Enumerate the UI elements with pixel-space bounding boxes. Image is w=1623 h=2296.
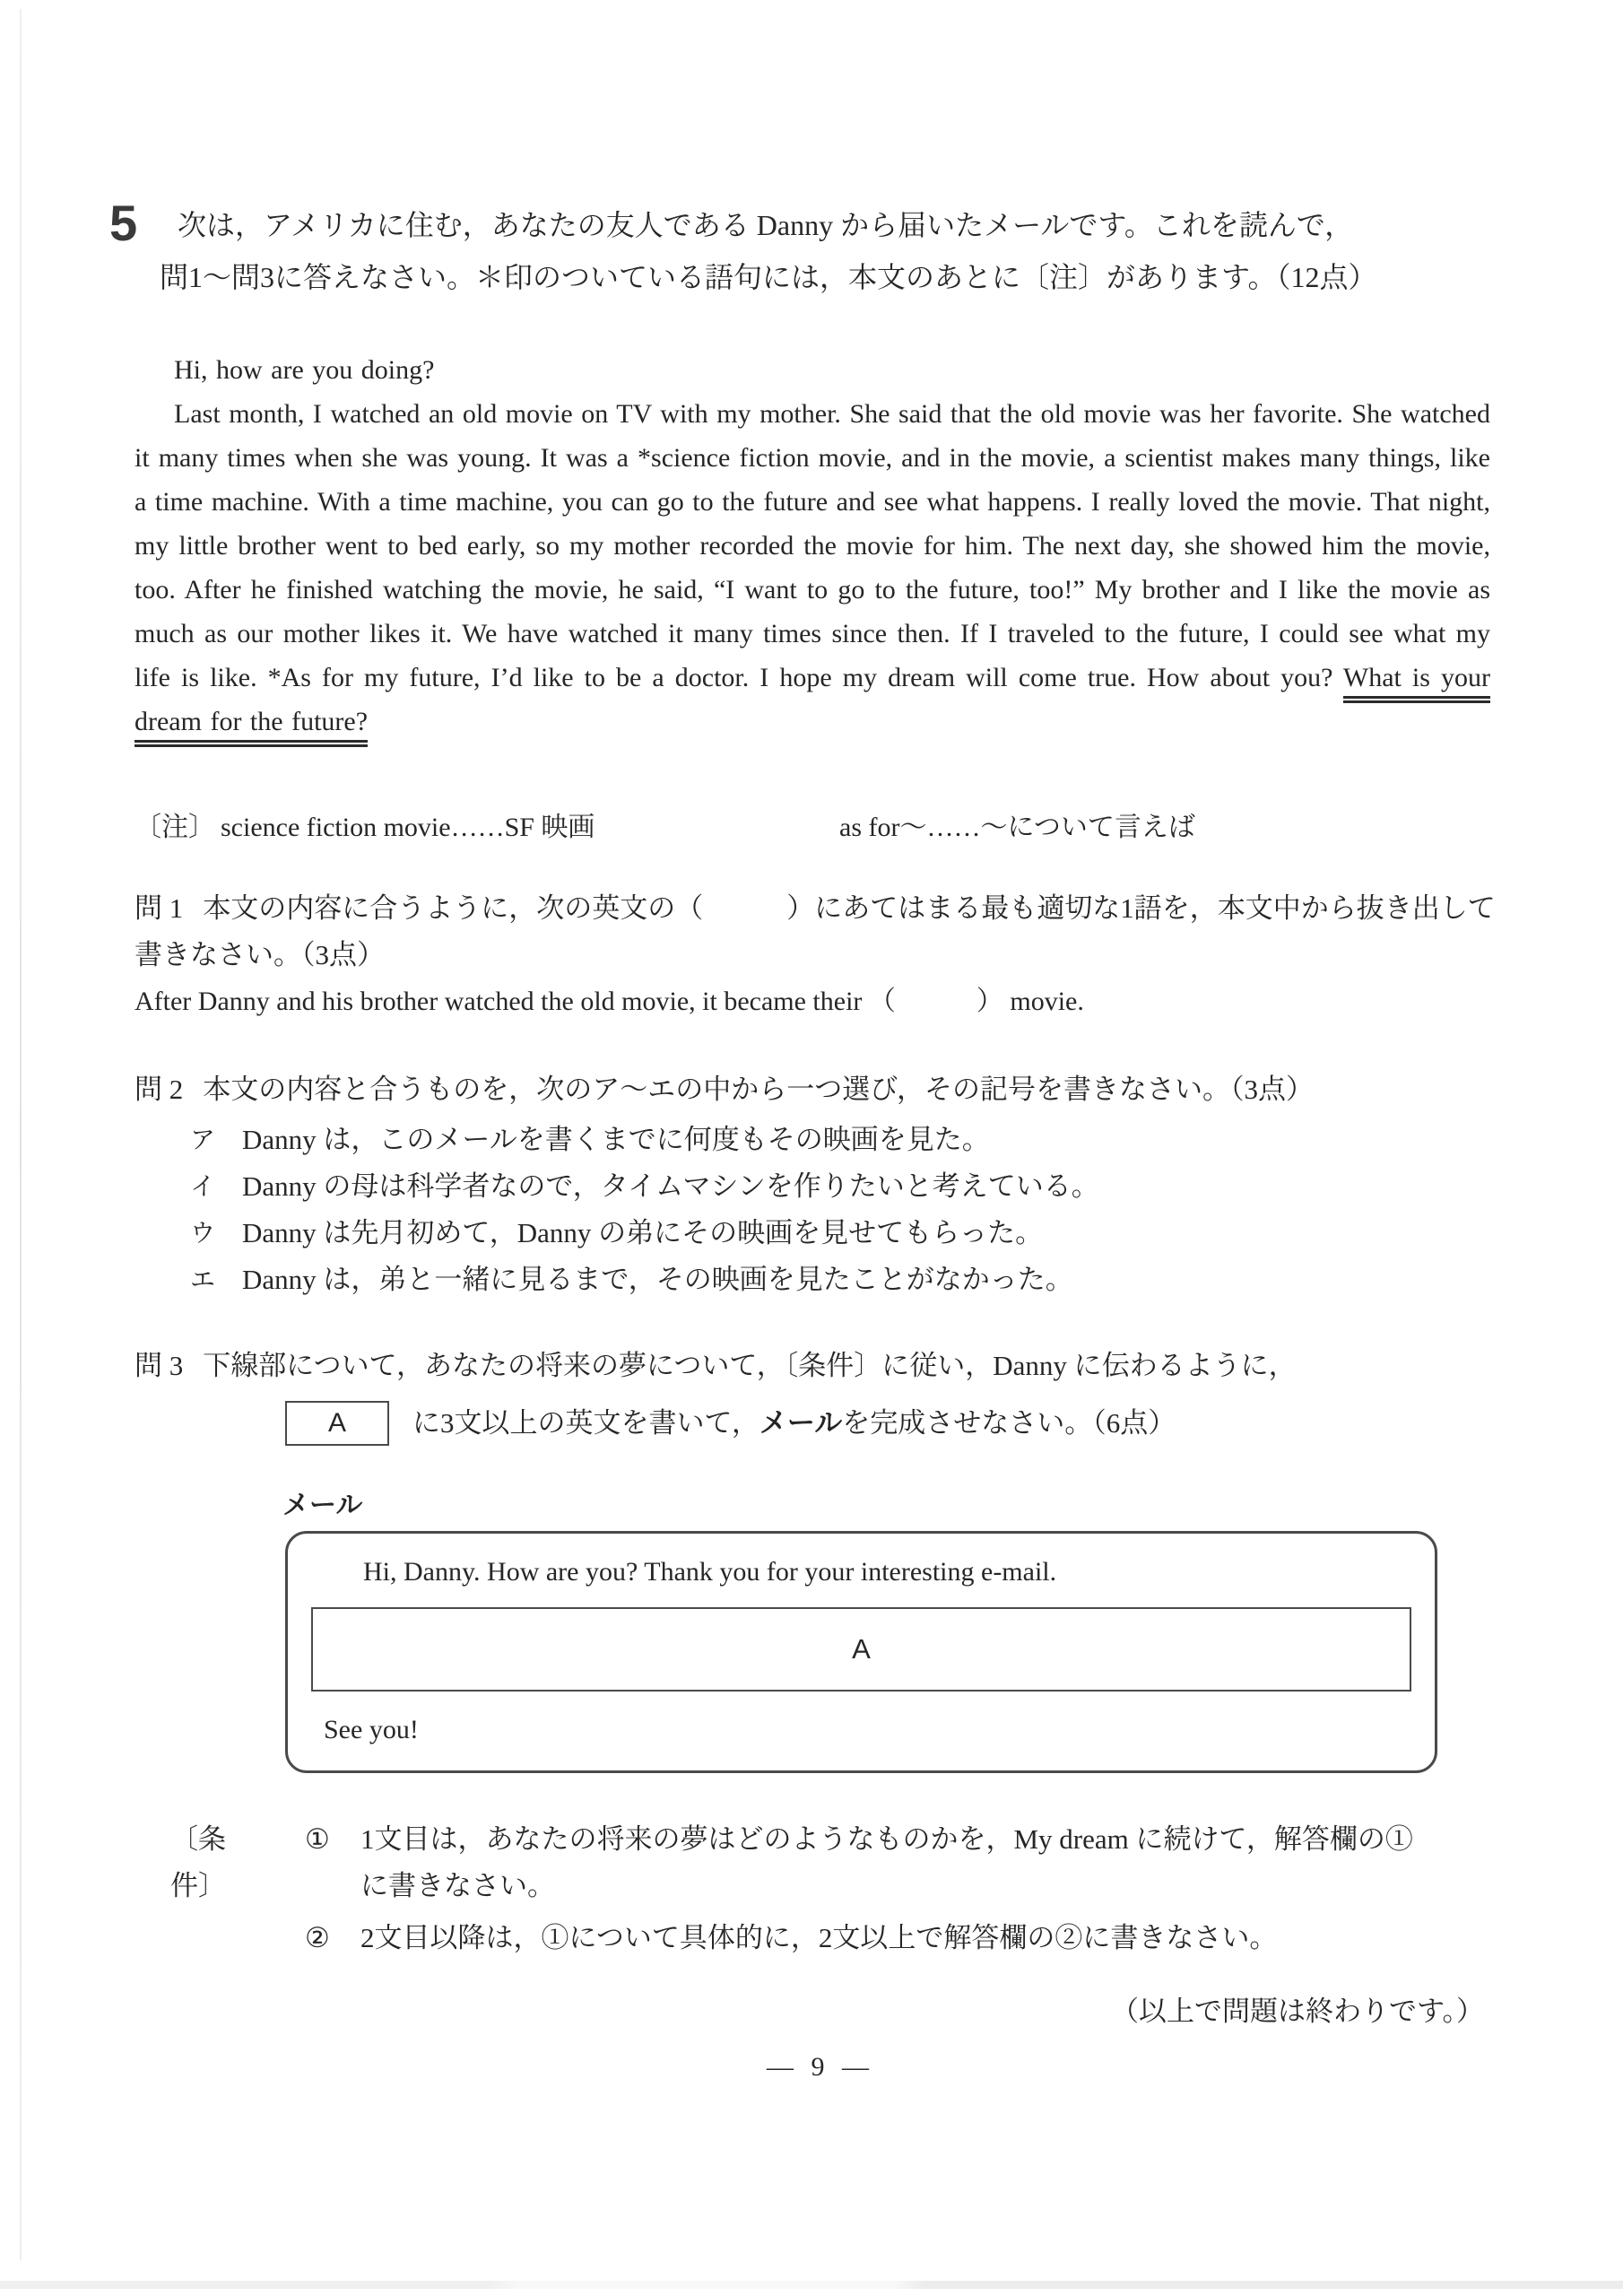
answer-area-label: A [852, 1633, 871, 1665]
question-2 [135, 1066, 1506, 1301]
question-2-options [135, 1118, 1506, 1301]
option-row-i [190, 1165, 1506, 1208]
question-1-label: 問 1 [135, 892, 184, 924]
question-2-text-line [135, 1066, 1506, 1113]
section-number: 5 [109, 195, 138, 251]
question-3-text-line [135, 1343, 1506, 1389]
note-item-as-for: as for～……～について言えば [839, 813, 1195, 842]
notes-label: 〔注〕 [135, 813, 215, 842]
option-text-u: Danny は先月初めて，Danny の弟にその映画を見せてもらった。 [242, 1217, 1044, 1248]
section-header [109, 195, 1506, 303]
question-3-line2-before: に3文以上の英文を書いて， [412, 1407, 759, 1439]
mail-template-box [285, 1531, 1437, 1773]
notes-row [135, 804, 1506, 844]
option-row-a [190, 1118, 1506, 1161]
scan-artifact-left-line [20, 9, 22, 2260]
question-3-line2-mail-bold: メール [759, 1407, 843, 1439]
intro-line-2: 問1～問3に答えなさい。＊印のついている語句には，本文のあとに〔注〕があります。（12点） [160, 261, 1377, 293]
question-1-text-line [135, 885, 1506, 978]
mail-closing: See you! [324, 1715, 419, 1744]
conditions-block [135, 1816, 1506, 1961]
option-row-u [190, 1212, 1506, 1255]
passage-underlined-sentence: What is your dream for the future? [135, 663, 1490, 747]
page-number: ― 9 ― [767, 2052, 874, 2082]
passage-body-text: Last month, I watched an old movie on TV with my mother. She said that the old movie was her favorite. She watched it many times when she was young. It was a *science fiction movie, and in the movie, a scientist makes many things, like a time machine. With a time machine, you can go to the future and see what happens. I really loved the movie. That night, my little brother went to bed early, so my mother recorded the movie for him. The next day, she showed him the movie, too. After he finished watching the movie, he said, “I want to go to the future, too!” My brother and I like the movie as much as our mother likes it. We have watched it many times since then. If I traveled to the future, I could see what my life is like. *As for my future, I’d like to be a doctor. I hope my dream will come true. How about you? [135, 399, 1490, 692]
condition-item-1 [305, 1816, 1417, 1909]
question-3 [135, 1343, 1506, 1447]
question-3-line2-text [412, 1400, 1176, 1447]
conditions-items [305, 1816, 1417, 1961]
question-1-english-sentence: After Danny and his brother watched the old movie, it became their （ ） movie. [135, 987, 1084, 1016]
option-letter-i: イ [190, 1172, 216, 1200]
question-3-text: 下線部について，あなたの将来の夢について，〔条件〕に従い，Danny に伝わるように， [203, 1350, 1297, 1381]
passage-paragraph-2 [135, 392, 1490, 744]
question-3-label: 問 3 [135, 1350, 184, 1381]
question-2-label: 問 2 [135, 1074, 184, 1105]
condition-2-number: ② [305, 1922, 330, 1953]
mail-label: メール [282, 1491, 363, 1520]
question-3-line-2 [285, 1400, 1506, 1447]
option-letter-u: ウ [190, 1219, 216, 1247]
mail-greeting: Hi, Danny. How are you? Thank you for your interesting e-mail. [363, 1557, 1057, 1587]
passage-paragraph-1: Hi, how are you doing? [174, 355, 435, 385]
question-3-line2-after: を完成させなさい。（6点） [842, 1407, 1176, 1439]
exam-page [109, 195, 1506, 2083]
option-text-i: Danny の母は科学者なので，タイムマシンを作りたいと考えている。 [242, 1170, 1099, 1202]
condition-2-text: 2文目以降は，①について具体的に，2文以上で解答欄の②に書きなさい。 [360, 1922, 1278, 1953]
answer-slot-reference-box: A [285, 1401, 389, 1446]
condition-1-text: 1文目は，あなたの将来の夢はどのようなものかを，My dream に続けて，解答欄の①に書きなさい。 [360, 1823, 1413, 1901]
section-intro [160, 199, 1506, 303]
option-row-e [190, 1258, 1506, 1301]
question-1-text: 本文の内容に合うように，次の英文の（ ）にあてはまる最も適切な1語を，本文中から抜き出して書きなさい。（3点） [135, 892, 1496, 970]
question-1 [135, 885, 1506, 1025]
option-text-e: Danny は，弟と一緒に見るまで，その映画を見たことがなかった。 [242, 1264, 1073, 1295]
condition-1-number: ① [305, 1823, 330, 1855]
option-text-a: Danny は，このメールを書くまでに何度もその映画を見た。 [242, 1124, 990, 1155]
end-of-questions-note: （以上で問題は終わりです。） [1110, 1996, 1484, 2027]
email-passage [135, 348, 1490, 744]
intro-line-1: 次は，アメリカに住む，あなたの友人である Danny から届いたメールです。これを読んで， [178, 209, 1354, 241]
note-item-science-fiction: science fiction movie……SF 映画 [221, 813, 595, 842]
answer-area [311, 1607, 1411, 1692]
option-letter-e: エ [190, 1265, 216, 1293]
question-2-text: 本文の内容と合うものを，次のア～エの中から一つ選び，その記号を書きなさい。（3点） [203, 1074, 1315, 1105]
scan-artifact-bottom-smudge [0, 2281, 1623, 2289]
conditions-label: 〔条件〕 [170, 1823, 226, 1901]
option-letter-a: ア [190, 1126, 216, 1153]
condition-item-2 [305, 1915, 1417, 1961]
